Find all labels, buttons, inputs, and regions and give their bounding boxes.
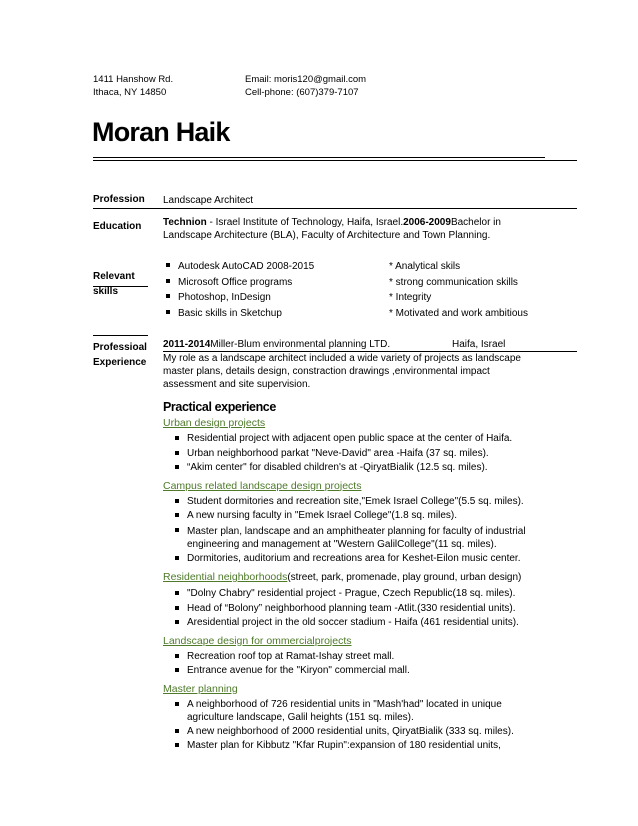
role-description-line: master plans, details design, constraction drawings ,environmental impact xyxy=(163,366,490,377)
employer: Miller-Blum environmental planning LTD. xyxy=(210,339,391,350)
list-item: A new nursing faculty in "Emek Israel College"(1.8 sq. miles). xyxy=(175,509,583,524)
skill-item: Microsoft Office programs xyxy=(166,275,314,291)
campus-title: Campus related landscape design projects xyxy=(163,479,362,492)
commercial-title: Landscape design for ommercialprojects xyxy=(163,634,352,647)
list-item-line: agriculture landscape, Galil heights (151 sq. miles). xyxy=(187,711,414,723)
soft-skill-item: * Integrity xyxy=(389,292,432,303)
profession-label: Profession xyxy=(93,194,145,205)
soft-skill-item: * strong communication skills xyxy=(389,276,518,288)
master-planning-list xyxy=(163,698,583,754)
urban-design-list xyxy=(163,432,583,476)
practical-heading: Practical experience xyxy=(163,400,276,414)
skills-label-rule xyxy=(93,286,148,287)
role-description-line: assessment and site supervision. xyxy=(163,379,311,390)
education-line-1 xyxy=(163,216,583,229)
residential-list xyxy=(163,587,583,631)
list-item-line: A neighborhood of 726 residential units in "Mash'had" located in unique xyxy=(187,698,502,710)
education-years: 2006-2009 xyxy=(403,217,451,228)
address-line-1: 1411 Hanshow Rd. xyxy=(93,74,174,85)
skills-label-line-2: skills xyxy=(93,286,119,297)
residential-heading xyxy=(163,568,583,586)
skills-list xyxy=(166,259,314,321)
urban-design-title: Urban design projects xyxy=(163,417,266,429)
name-rule-top xyxy=(93,157,545,158)
list-item: Recreation roof top at Ramat-Ishay street mall. xyxy=(175,650,583,665)
residential-title: Residential neighborhoods xyxy=(163,571,288,583)
experience-label xyxy=(93,340,147,370)
list-item: “Akim center" for disabled children's at -QiryatBialik (12.5 sq. miles). xyxy=(175,461,583,476)
address-line-2: Ithaca, NY 14850 xyxy=(93,87,167,98)
role-description-line: My role as a landscape architect included a wide variety of projects as landscape xyxy=(163,353,521,364)
list-item: Dormitories, auditorium and recreations area for Keshet-Eilon music center. xyxy=(175,552,583,567)
skill-item: Basic skills in Sketchup xyxy=(166,306,314,322)
list-item: Student dormitories and recreation site,"Emek Israel College"(5.5 sq. miles). xyxy=(175,495,583,510)
list-item: Aresidential project in the old soccer stadium - Haifa (461 residential units). xyxy=(175,616,583,631)
education-line-2: Landscape Architecture (BLA), Faculty of Architecture and Town Planning. xyxy=(163,230,491,241)
list-item-line: engineering and management at "Western GalilCollege"(11 sq. miles). xyxy=(187,538,497,550)
soft-skills-list xyxy=(389,259,528,321)
list-item: Urban neighborhood parkat "Neve-David" area -Haifa (37 sq. miles). xyxy=(175,447,583,462)
job-line xyxy=(163,338,390,351)
email: Email: moris120@gmail.com xyxy=(245,74,367,85)
skill-item: Autodesk AutoCAD 2008-2015 xyxy=(166,259,314,275)
experience-label-rule xyxy=(93,335,148,336)
candidate-name: Moran Haik xyxy=(92,117,230,147)
profession-value: Landscape Architect xyxy=(163,195,254,206)
experience-label-line-1: Professioal xyxy=(93,342,147,353)
education-label: Education xyxy=(93,221,142,232)
soft-skill-item: * Motivated and work ambitious xyxy=(389,307,528,319)
list-item: "Dolny Chabry" residential project - Prague, Czech Republic(18 sq. miles). xyxy=(175,587,583,602)
list-item: Master plan for Kibbutz "Kfar Rupin":expansion of 180 residential units, xyxy=(175,739,583,754)
contact-info xyxy=(245,73,366,99)
list-item: Entrance avenue for the "Kiryon" commercial mall. xyxy=(175,664,583,679)
residential-tail: (street, park, promenade, play ground, urban design) xyxy=(287,572,522,583)
degree: Bachelor in xyxy=(450,217,501,228)
education-text xyxy=(163,216,583,242)
campus-list xyxy=(163,495,583,567)
job-years: 2011-2014 xyxy=(163,339,211,350)
list-item xyxy=(175,698,583,725)
skill-item: Photoshop, InDesign xyxy=(166,290,314,306)
school-detail: - Israel Institute of Technology, Haifa, Israel. xyxy=(206,217,404,228)
profession-rule xyxy=(93,208,577,209)
list-item xyxy=(175,524,583,552)
practical-experience xyxy=(163,399,583,754)
master-planning-title: Master planning xyxy=(163,682,238,695)
commercial-list xyxy=(163,650,583,679)
experience-label-line-2: Experience xyxy=(93,357,147,368)
role-description xyxy=(163,352,583,391)
skills-label-line-1: Relevant xyxy=(93,271,135,282)
school-name: Technion xyxy=(163,217,207,228)
soft-skill-item: * Analytical skils xyxy=(389,261,461,272)
address xyxy=(93,73,173,99)
phone: Cell-phone: (607)379-7107 xyxy=(245,87,359,98)
list-item: Head of “Bolony” neighborhood planning team -Atlit.(330 residential units). xyxy=(175,602,583,617)
list-item: Residential project with adjacent open public space at the center of Haifa. xyxy=(175,432,583,447)
name-rule-bottom xyxy=(93,160,577,161)
list-item-line: Master plan, landscape and an amphitheater planning for faculty of industrial xyxy=(187,525,526,537)
list-item: A new neighborhood of 2000 residential units, QiryatBialik (333 sq. miles). xyxy=(175,725,583,740)
skills-label xyxy=(93,269,135,299)
job-location: Haifa, Israel xyxy=(452,339,506,350)
